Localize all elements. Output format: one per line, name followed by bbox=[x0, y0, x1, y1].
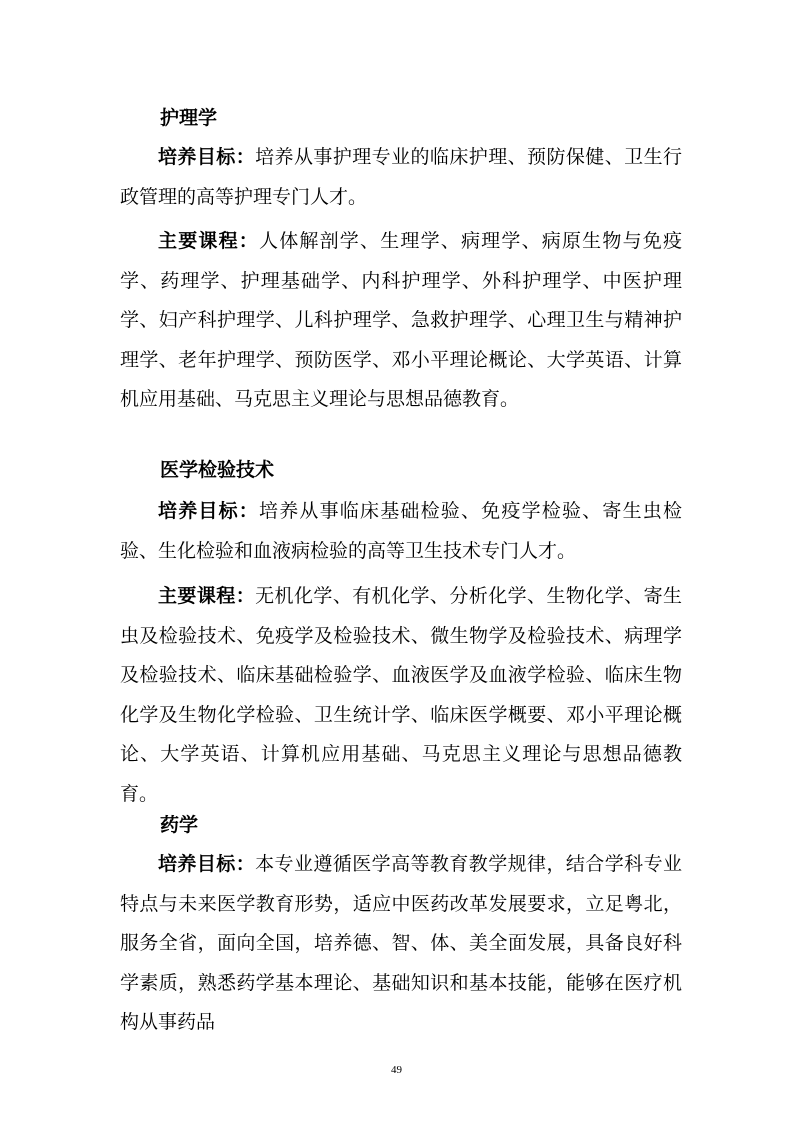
nursing-goal-paragraph bbox=[120, 138, 682, 217]
lab-tech-courses-paragraph bbox=[120, 577, 682, 814]
goal-label: 培养目标： bbox=[158, 853, 256, 875]
pharmacy-goal-paragraph bbox=[120, 845, 682, 1043]
courses-text: 人体解剖学、生理学、病理学、病原生物与免疫学、药理学、护理基础学、内科护理学、外科护理学、中医护理学、妇产科护理学、儿科护理学、急救护理学、心理卫生与精神护理学、老年护理学、预防医学、邓小平理论概论、大学英语、计算机应用基础、马克思主义理论与思想品德教育。 bbox=[120, 230, 682, 410]
goal-label: 培养目标： bbox=[158, 500, 259, 522]
courses-label: 主要课程： bbox=[158, 585, 256, 607]
goal-label: 培养目标： bbox=[158, 146, 256, 168]
goal-text: 培养从事临床基础检验、免疫学检验、寄生虫检验、生化检验和血液病检验的高等卫生技术专门人才。 bbox=[120, 500, 682, 562]
page-number: 49 bbox=[391, 1064, 402, 1076]
goal-text: 本专业遵循医学高等教育教学规律，结合学科专业特点与未来医学教育形势，适应中医药改革发展要求，立足粤北，服务全省，面向全国，培养德、智、体、美全面发展，具备良好科学素质，熟悉药学基本理论、基础知识和基本技能，能够在医疗机构从事药品 bbox=[120, 853, 682, 1033]
courses-label: 主要课程： bbox=[158, 230, 259, 252]
goal-text: 培养从事护理专业的临床护理、预防保健、卫生行政管理的高等护理专门人才。 bbox=[120, 146, 682, 208]
section-title-medical-lab-tech: 医学检验技术 bbox=[160, 459, 275, 481]
section-title-pharmacy: 药学 bbox=[160, 814, 199, 836]
section-title-nursing: 护理学 bbox=[160, 107, 218, 129]
lab-tech-goal-paragraph bbox=[120, 492, 682, 571]
courses-text: 无机化学、有机化学、分析化学、生物化学、寄生虫及检验技术、免疫学及检验技术、微生物学及检验技术、病理学及检验技术、临床基础检验学、血液医学及血液学检验、临床生物化学及生物化学检验、卫生统计学、临床医学概要、邓小平理论概论、大学英语、计算机应用基础、马克思主义理论与思想品德教育。 bbox=[120, 585, 682, 805]
nursing-courses-paragraph bbox=[120, 222, 682, 420]
